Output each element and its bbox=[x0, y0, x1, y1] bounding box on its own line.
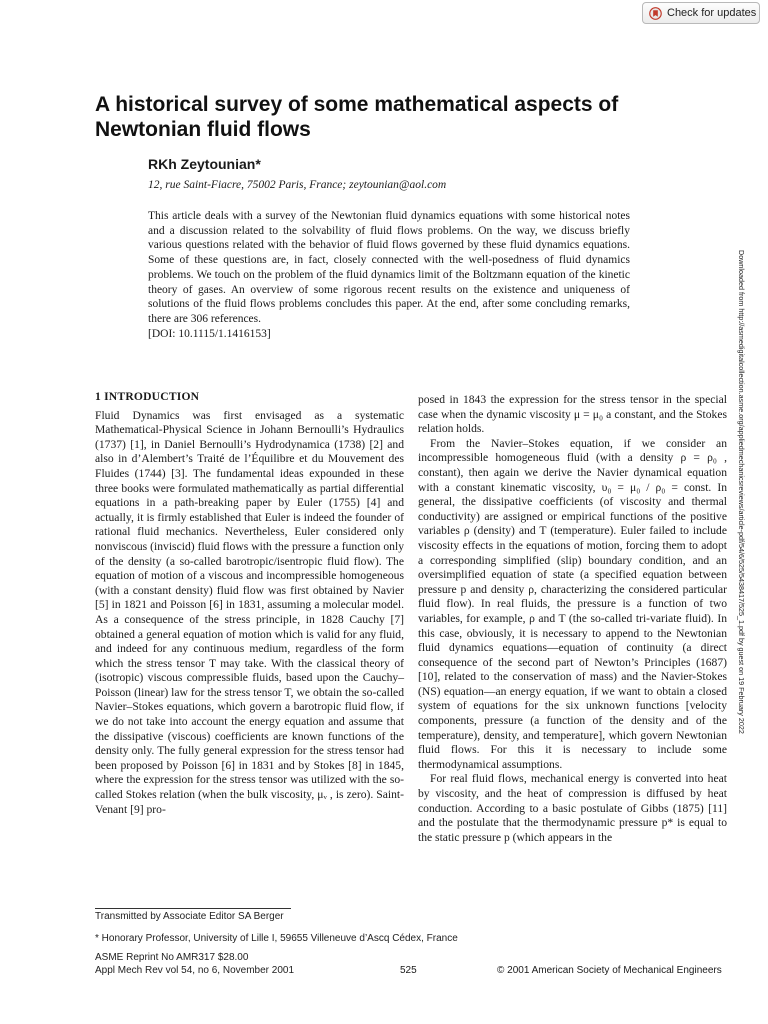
footnote-journal: Appl Mech Rev vol 54, no 6, November 2001 bbox=[95, 965, 294, 976]
right-paragraph-1: posed in 1843 the expression for the stress tensor in the special case when the dynamic viscosity μ = μ₀ a constant, and the Stokes relation holds. bbox=[418, 393, 727, 436]
doi: [DOI: 10.1115/1.1416153] bbox=[148, 327, 271, 340]
abstract bbox=[148, 209, 630, 341]
footnote-reprint: ASME Reprint No AMR317 $28.00 bbox=[95, 952, 249, 963]
section-heading: 1 INTRODUCTION bbox=[95, 390, 200, 403]
intro-paragraph: Fluid Dynamics was first envisaged as a systematic Mathematical-Physical Science in Johann Bernoulli’s Hydraulics (1737) [1], in Daniel Bernoulli’s Hydrodynamica (1738) [2] and also in d’Alembert’s Traité de l’Équilibre et du Mouvement des Fluides (1744) [3]. The fundamental ideas expounded in these three books were formulated mathematically as partial differential equations in a path-breaking paper by Euler (1755) [4] and actually, it is firmly established that Euler is indeed the founder of rational fluid mechanics. Nevertheless, Euler considered only nonviscous (inviscid) fluid flows with the pressure a function only of the density (a so-called barotropic/isentropic fluid flow). The equation of motion of a viscous and incompressible homogeneous (with a constant density) fluid flow was first obtained by Navier [5] in 1821 and Poisson [6] in 1831, assuming a molecular model. As a consequence of the stress principle, in 1828 Cauchy [7] obtained a general equation of motion which is valid for any fluid, and indeed for any continuous medium, regardless of the form which the stress tensor T may take. With the classical theory of (isotropic) viscous compressible fluids, based upon the Cauchy–Poisson (linear) law for the stress tensor T, we obtain the so-called Navier–Stokes equations, which govern a barotropic fluid flow, if we do not take into account the energy equation and assume that the dissipative (viscous) coefficients are known functions of the density only. The fully general expression for the stress tensor had been proposed by Poisson [6] in 1831 and by Stokes [8] in 1845, where the expression for the stress tensor was utilized with the so-called Stokes relation (when the bulk viscosity, μᵥ , is zero). Saint-Venant [9] pro- bbox=[95, 408, 404, 816]
right-paragraph-2: From the Navier–Stokes equation, if we consider an incompressible homogeneous fluid (with a density ρ = ρ₀ , constant), then again we derive the Navier dynamical equation with a constant kinematic viscosity, υ₀ = μ₀ / ρ₀ = const. In general, the dissipative coefficients (of viscosity and thermal conductivity) are assigned or empirical functions of the positive variables ρ (density) and T (temperature). Euler failed to include viscosity effects in the equations of motion, forcing them to adopt a corresponding simplified (slip) boundary condition, and an oversimplified equation of state (a specified equation between pressure p and density ρ, characterizing the considered particular fluid flow). In real fluids, the pressure is a function of two variables, for example, ρ and T (the so-called tri-variate fluid). In this case, obviously, it is necessary to append to the Newtonian fluid dynamics equations—equation of continuity (a direct consequence of the second part of Newton’s Principles (1687) [10], related to the conservation of mass) and the Navier-Stokes (NS) equation—an energy equation, if we want to obtain a closed system of equations for the six unknown functions [velocity components, pressure (a function of the density and of the temperature), density, and temperature], which govern Newtonian fluid flows. For this it is necessary to include some thermodynamical assumptions. bbox=[418, 436, 727, 771]
footnote-transmitted: Transmitted by Associate Editor SA Berger bbox=[95, 911, 284, 922]
body-right-column bbox=[418, 393, 727, 845]
bookmark-refresh-icon bbox=[649, 7, 662, 20]
footnote-rule bbox=[95, 908, 291, 909]
check-for-updates-label: Check for updates bbox=[667, 7, 757, 19]
right-paragraph-3: For real fluid flows, mechanical energy is converted into heat by viscosity, and the heat of compression is diffused by heat conduction. According to a basic postulate of Gibbs (1875) [11] and the postulate that the thermodynamic pressure p* is equal to the static pressure p (which appears in the bbox=[418, 772, 727, 844]
download-watermark-text: Downloaded from http://asmedigitalcollection.asme.org/appliedmechanicsreviews/article-pdf/54/6/525/5438417/525_1.pdf by guest on 19 February 2022 bbox=[737, 250, 746, 734]
footnote-honorary: * Honorary Professor, University of Lille I, 59655 Villeneuve d’Ascq Cédex, France bbox=[95, 933, 458, 944]
author-affiliation: 12, rue Saint-Fiacre, 75002 Paris, France; zeytounian@aol.com bbox=[148, 179, 447, 191]
check-for-updates-button[interactable] bbox=[642, 2, 760, 24]
download-watermark bbox=[734, 250, 746, 905]
abstract-text: This article deals with a survey of the Newtonian fluid dynamics equations with some historical notes and a discussion related to the solvability of fluid flows problems. On the way, we discuss briefly various questions related with the behavior of fluid flows governed by these fluid dynamics equations. Some of these questions are, in fact, closely connected with the well-posedness of fluid dynamics problems. We touch on the problem of the fluid dynamics limit of the Boltzmann equation of the kinetic theory of gases. An overview of some rigorous recent results on the existence and uniqueness of solutions of the fluid flows problems concludes this paper. At the end, after some concluding remarks, there are 306 references. bbox=[148, 210, 630, 325]
copyright-notice: © 2001 American Society of Mechanical Engineers bbox=[497, 965, 722, 976]
article-title: A historical survey of some mathematical aspects of Newtonian fluid flows bbox=[95, 93, 619, 141]
body-left-column bbox=[95, 390, 404, 817]
author-name: RKh Zeytounian* bbox=[148, 156, 261, 172]
page-number: 525 bbox=[400, 965, 417, 976]
